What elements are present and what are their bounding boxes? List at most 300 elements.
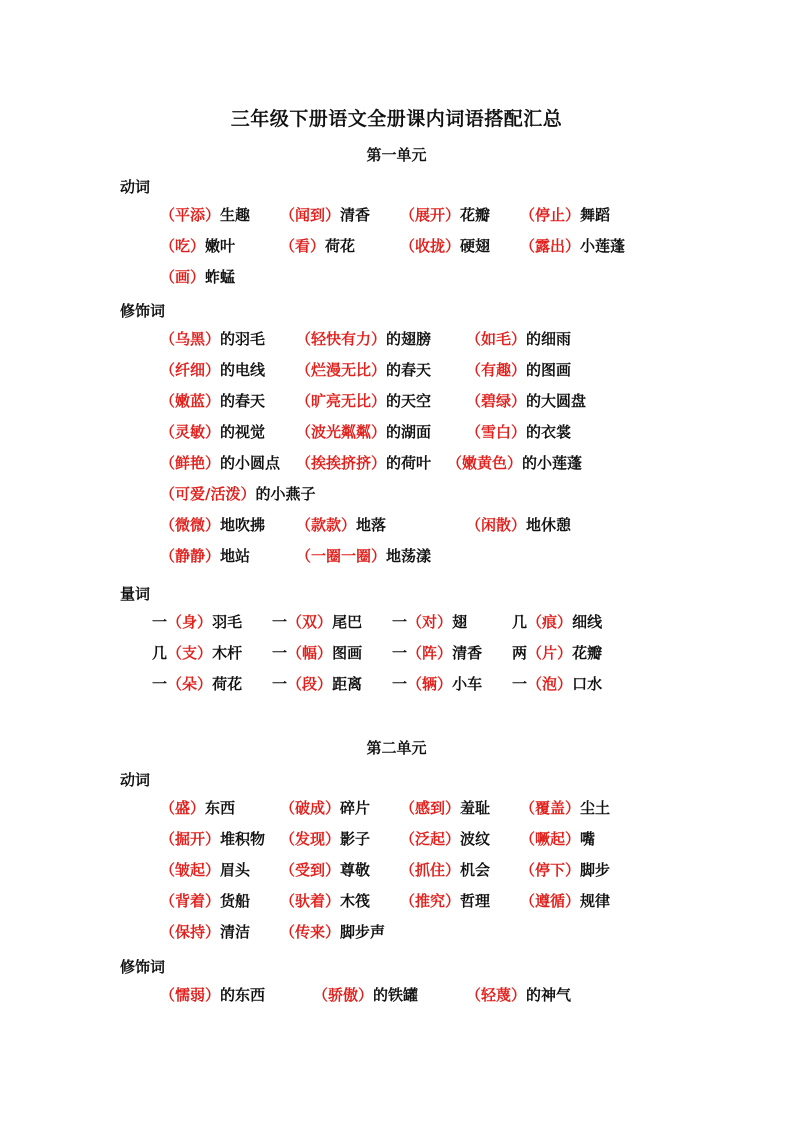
open-paren: （ (447, 454, 463, 472)
answer-word: 受到 (295, 861, 326, 879)
open-paren: （ (160, 361, 176, 379)
open-paren: （ (466, 986, 482, 1004)
open-paren: （ (167, 613, 183, 631)
phrase-item (512, 643, 602, 663)
phrase-item (466, 329, 571, 349)
close-paren: ） (205, 892, 221, 910)
open-paren: （ (287, 675, 303, 693)
phrase-item (280, 205, 370, 225)
phrase-item (466, 985, 571, 1005)
open-paren: （ (160, 892, 176, 910)
open-paren: （ (527, 675, 543, 693)
collocate-word: 木杆 (212, 644, 243, 662)
phrase-item (296, 391, 431, 411)
collocate-word: 哲理 (460, 892, 491, 910)
collocate-word: 地站 (220, 547, 251, 565)
collocate-word: 距离 (332, 675, 363, 693)
answer-word: 保持 (175, 923, 206, 941)
measure-prefix: 一 (392, 644, 408, 662)
phrase-row (0, 891, 793, 915)
close-paren: ） (445, 892, 461, 910)
close-paren: ） (205, 986, 221, 1004)
open-paren: （ (296, 454, 312, 472)
answer-word: 展开 (415, 206, 446, 224)
collocate-word: 的电线 (220, 361, 266, 379)
close-paren: ） (205, 361, 221, 379)
collocate-word: 荷花 (325, 237, 356, 255)
answer-word: 感到 (415, 799, 446, 817)
close-paren: ） (205, 454, 221, 472)
phrase-item (296, 453, 431, 473)
open-paren: （ (160, 454, 176, 472)
answer-word: 背着 (175, 892, 206, 910)
phrase-item (280, 860, 370, 880)
open-paren: （ (296, 392, 312, 410)
phrase-item (512, 674, 602, 694)
open-paren: （ (520, 830, 536, 848)
open-paren: （ (520, 237, 536, 255)
collocate-word: 硬翅 (460, 237, 491, 255)
close-paren: ） (197, 613, 213, 631)
phrase-item (466, 515, 571, 535)
answer-word: 有趣 (481, 361, 512, 379)
open-paren: （ (466, 516, 482, 534)
collocate-word: 东西 (205, 799, 236, 817)
phrase-item (520, 205, 610, 225)
open-paren: （ (527, 644, 543, 662)
collocate-word: 口水 (572, 675, 603, 693)
collocate-word: 的视觉 (220, 423, 266, 441)
open-paren: （ (287, 613, 303, 631)
close-paren: ） (325, 799, 341, 817)
phrase-item (296, 546, 431, 566)
close-paren: ） (240, 485, 256, 503)
close-paren: ） (325, 830, 341, 848)
collocate-word: 地休憩 (526, 516, 572, 534)
phrase-item (160, 236, 235, 256)
phrase-row (0, 829, 793, 853)
open-paren: （ (466, 392, 482, 410)
answer-word: 微微 (175, 516, 206, 534)
collocate-word: 的小圆点 (220, 454, 281, 472)
collocate-word: 花瓣 (572, 644, 603, 662)
answer-word: 闻到 (295, 206, 326, 224)
close-paren: ） (205, 547, 221, 565)
unit-heading: 第一单元 (366, 146, 427, 164)
answer-word: 轻快有力 (311, 330, 372, 348)
phrase-row (0, 236, 793, 260)
open-paren: （ (466, 361, 482, 379)
unit-heading: 第二单元 (366, 739, 427, 757)
collocate-word: 的东西 (220, 986, 266, 1004)
close-paren: ） (317, 644, 333, 662)
open-paren: （ (160, 799, 176, 817)
answer-word: 看 (295, 237, 311, 255)
answer-word: 皱起 (175, 861, 206, 879)
phrase-item (160, 329, 265, 349)
answer-word: 停止 (535, 206, 566, 224)
close-paren: ） (445, 861, 461, 879)
open-paren: （ (160, 206, 176, 224)
phrase-row (0, 922, 793, 946)
collocate-word: 的神气 (526, 986, 572, 1004)
phrase-item (400, 860, 490, 880)
phrase-item (313, 985, 418, 1005)
phrase-item (160, 453, 280, 473)
close-paren: ） (511, 330, 527, 348)
collocate-word: 地落 (356, 516, 387, 534)
answer-word: 乌黑 (175, 330, 206, 348)
collocate-word: 的小燕子 (255, 485, 316, 503)
phrase-item (520, 798, 610, 818)
answer-word: 烂漫无比 (311, 361, 372, 379)
open-paren: （ (280, 830, 296, 848)
close-paren: ） (317, 613, 333, 631)
phrase-item (160, 515, 265, 535)
category-label: 动词 (120, 178, 151, 196)
collocate-word: 波纹 (460, 830, 491, 848)
answer-word: 闲散 (481, 516, 512, 534)
phrase-item (272, 643, 362, 663)
answer-word: 对 (422, 613, 438, 631)
collocate-word: 的衣裳 (526, 423, 572, 441)
measure-prefix: 一 (272, 675, 288, 693)
answer-word: 嫩黄色 (462, 454, 508, 472)
open-paren: （ (296, 516, 312, 534)
close-paren: ） (565, 861, 581, 879)
phrase-item (160, 205, 250, 225)
close-paren: ） (445, 206, 461, 224)
phrase-item (520, 829, 595, 849)
answer-word: 双 (302, 613, 318, 631)
close-paren: ） (565, 799, 581, 817)
open-paren: （ (296, 361, 312, 379)
collocate-word: 地吹拂 (220, 516, 266, 534)
phrase-item (160, 391, 265, 411)
open-paren: （ (296, 547, 312, 565)
measure-prefix: 一 (152, 613, 168, 631)
open-paren: （ (527, 613, 543, 631)
answer-word: 段 (302, 675, 318, 693)
close-paren: ） (317, 675, 333, 693)
answer-word: 发现 (295, 830, 326, 848)
answer-word: 鲜艳 (175, 454, 206, 472)
phrase-row (0, 267, 793, 291)
phrase-item (152, 612, 242, 632)
collocate-word: 的大圆盘 (526, 392, 587, 410)
phrase-row (0, 612, 793, 636)
category-label: 动词 (120, 771, 151, 789)
category-label: 修饰词 (120, 958, 166, 976)
collocate-word: 小莲蓬 (580, 237, 626, 255)
collocate-word: 货船 (220, 892, 251, 910)
answer-word: 传来 (295, 923, 326, 941)
measure-prefix: 一 (272, 644, 288, 662)
close-paren: ） (445, 830, 461, 848)
close-paren: ） (445, 799, 461, 817)
open-paren: （ (160, 485, 176, 503)
close-paren: ） (205, 392, 221, 410)
close-paren: ） (511, 423, 527, 441)
close-paren: ） (371, 392, 387, 410)
answer-word: 可爱/活泼 (175, 485, 241, 503)
close-paren: ） (437, 613, 453, 631)
close-paren: ） (325, 861, 341, 879)
collocate-word: 规律 (580, 892, 611, 910)
answer-word: 款款 (311, 516, 342, 534)
open-paren: （ (280, 237, 296, 255)
close-paren: ） (437, 675, 453, 693)
answer-word: 阵 (422, 644, 438, 662)
close-paren: ） (557, 613, 573, 631)
phrase-item (272, 612, 362, 632)
open-paren: （ (160, 330, 176, 348)
collocate-word: 的春天 (386, 361, 432, 379)
answer-word: 挨挨挤挤 (311, 454, 372, 472)
answer-word: 身 (182, 613, 198, 631)
open-paren: （ (280, 206, 296, 224)
open-paren: （ (280, 892, 296, 910)
close-paren: ） (325, 206, 341, 224)
phrase-item (280, 922, 385, 942)
answer-word: 旷亮无比 (311, 392, 372, 410)
open-paren: （ (466, 330, 482, 348)
collocate-word: 木筏 (340, 892, 371, 910)
collocate-word: 翅 (452, 613, 468, 631)
close-paren: ） (190, 268, 206, 286)
answer-word: 露出 (535, 237, 566, 255)
open-paren: （ (280, 861, 296, 879)
measure-prefix: 一 (392, 613, 408, 631)
collocate-word: 舞蹈 (580, 206, 611, 224)
open-paren: （ (160, 516, 176, 534)
collocate-word: 的湖面 (386, 423, 432, 441)
open-paren: （ (280, 799, 296, 817)
collocate-word: 清香 (340, 206, 371, 224)
close-paren: ） (205, 330, 221, 348)
phrase-item (400, 236, 490, 256)
phrase-item (466, 360, 571, 380)
phrase-item (520, 236, 625, 256)
close-paren: ） (507, 454, 523, 472)
close-paren: ） (371, 454, 387, 472)
collocate-word: 眉头 (220, 861, 251, 879)
phrase-row (0, 798, 793, 822)
collocate-word: 脚步声 (340, 923, 386, 941)
answer-word: 轻蔑 (481, 986, 512, 1004)
open-paren: （ (400, 799, 416, 817)
phrase-item (466, 391, 586, 411)
close-paren: ） (197, 675, 213, 693)
phrase-item (520, 860, 610, 880)
answer-word: 覆盖 (535, 799, 566, 817)
phrase-item (280, 236, 355, 256)
category-label: 修饰词 (120, 302, 166, 320)
collocate-word: 清洁 (220, 923, 251, 941)
answer-word: 驮着 (295, 892, 326, 910)
close-paren: ） (445, 237, 461, 255)
phrase-item (280, 829, 370, 849)
open-paren: （ (520, 206, 536, 224)
phrase-item (392, 674, 482, 694)
open-paren: （ (400, 892, 416, 910)
close-paren: ） (205, 861, 221, 879)
answer-word: 片 (542, 644, 558, 662)
phrase-item (160, 829, 265, 849)
collocate-word: 尊敬 (340, 861, 371, 879)
open-paren: （ (160, 268, 176, 286)
open-paren: （ (296, 330, 312, 348)
answer-word: 画 (175, 268, 191, 286)
collocate-word: 的细雨 (526, 330, 572, 348)
answer-word: 骄傲 (328, 986, 359, 1004)
measure-prefix: 一 (512, 675, 528, 693)
collocate-word: 的天空 (386, 392, 432, 410)
close-paren: ） (197, 644, 213, 662)
phrase-item (400, 891, 490, 911)
open-paren: （ (296, 423, 312, 441)
open-paren: （ (400, 206, 416, 224)
collocate-word: 清香 (452, 644, 483, 662)
phrase-item (296, 422, 431, 442)
close-paren: ） (557, 675, 573, 693)
phrase-item (160, 484, 316, 504)
answer-word: 收拢 (415, 237, 446, 255)
collocate-word: 尾巴 (332, 613, 363, 631)
close-paren: ） (190, 799, 206, 817)
answer-word: 抓住 (415, 861, 446, 879)
phrase-item (296, 329, 431, 349)
collocate-word: 蚱蜢 (205, 268, 236, 286)
measure-prefix: 一 (152, 675, 168, 693)
collocate-word: 细线 (572, 613, 603, 631)
close-paren: ） (310, 237, 326, 255)
close-paren: ） (565, 206, 581, 224)
close-paren: ） (565, 237, 581, 255)
close-paren: ） (371, 330, 387, 348)
answer-word: 灵敏 (175, 423, 206, 441)
close-paren: ） (205, 516, 221, 534)
open-paren: （ (160, 423, 176, 441)
close-paren: ） (358, 986, 374, 1004)
open-paren: （ (160, 237, 176, 255)
open-paren: （ (167, 675, 183, 693)
phrase-item (160, 267, 235, 287)
answer-word: 碧绿 (481, 392, 512, 410)
phrase-item (512, 612, 602, 632)
close-paren: ） (205, 423, 221, 441)
collocate-word: 尘土 (580, 799, 611, 817)
collocate-word: 嘴 (580, 830, 596, 848)
collocate-word: 的图画 (526, 361, 572, 379)
open-paren: （ (520, 861, 536, 879)
close-paren: ） (371, 423, 387, 441)
answer-word: 盛 (175, 799, 191, 817)
open-paren: （ (520, 892, 536, 910)
open-paren: （ (407, 675, 423, 693)
collocate-word: 地荡漾 (386, 547, 432, 565)
phrase-item (400, 829, 490, 849)
measure-prefix: 几 (512, 613, 528, 631)
close-paren: ） (557, 644, 573, 662)
answer-word: 嫩蓝 (175, 392, 206, 410)
collocate-word: 嫩叶 (205, 237, 236, 255)
collocate-word: 的翅膀 (386, 330, 432, 348)
answer-word: 一圈一圈 (311, 547, 372, 565)
open-paren: （ (287, 644, 303, 662)
phrase-row (0, 546, 793, 570)
collocate-word: 生趣 (220, 206, 251, 224)
phrase-item (280, 798, 370, 818)
close-paren: ） (511, 392, 527, 410)
phrase-row (0, 643, 793, 667)
answer-word: 懦弱 (175, 986, 206, 1004)
phrase-item (152, 674, 242, 694)
open-paren: （ (160, 830, 176, 848)
phrase-row (0, 329, 793, 353)
collocate-word: 的小莲蓬 (522, 454, 583, 472)
answer-word: 遵循 (535, 892, 566, 910)
phrase-item (272, 674, 362, 694)
open-paren: （ (167, 644, 183, 662)
collocate-word: 碎片 (340, 799, 371, 817)
phrase-item (392, 643, 482, 663)
open-paren: （ (466, 423, 482, 441)
close-paren: ） (190, 237, 206, 255)
measure-prefix: 两 (512, 644, 528, 662)
collocate-word: 花瓣 (460, 206, 491, 224)
collocate-word: 羞耻 (460, 799, 491, 817)
close-paren: ） (511, 516, 527, 534)
answer-word: 波光粼粼 (311, 423, 372, 441)
answer-word: 朵 (182, 675, 198, 693)
open-paren: （ (400, 861, 416, 879)
phrase-item (296, 360, 431, 380)
phrase-item (447, 453, 582, 473)
phrase-item (280, 891, 370, 911)
phrase-row (0, 674, 793, 698)
phrase-item (160, 798, 235, 818)
answer-word: 破成 (295, 799, 326, 817)
answer-word: 停下 (535, 861, 566, 879)
phrase-row (0, 860, 793, 884)
open-paren: （ (407, 613, 423, 631)
close-paren: ） (205, 923, 221, 941)
phrase-row (0, 453, 793, 477)
phrase-row (0, 422, 793, 446)
close-paren: ） (511, 986, 527, 1004)
answer-word: 泡 (542, 675, 558, 693)
open-paren: （ (407, 644, 423, 662)
close-paren: ） (511, 361, 527, 379)
phrase-item (392, 612, 467, 632)
close-paren: ） (325, 892, 341, 910)
answer-word: 痕 (542, 613, 558, 631)
answer-word: 噘起 (535, 830, 566, 848)
answer-word: 雪白 (481, 423, 512, 441)
phrase-item (152, 643, 242, 663)
close-paren: ） (205, 830, 221, 848)
phrase-item (160, 422, 265, 442)
close-paren: ） (437, 644, 453, 662)
answer-word: 泛起 (415, 830, 446, 848)
collocate-word: 的春天 (220, 392, 266, 410)
phrase-row (0, 391, 793, 415)
collocate-word: 堆积物 (220, 830, 266, 848)
measure-prefix: 一 (272, 613, 288, 631)
close-paren: ） (371, 361, 387, 379)
collocate-word: 小车 (452, 675, 483, 693)
